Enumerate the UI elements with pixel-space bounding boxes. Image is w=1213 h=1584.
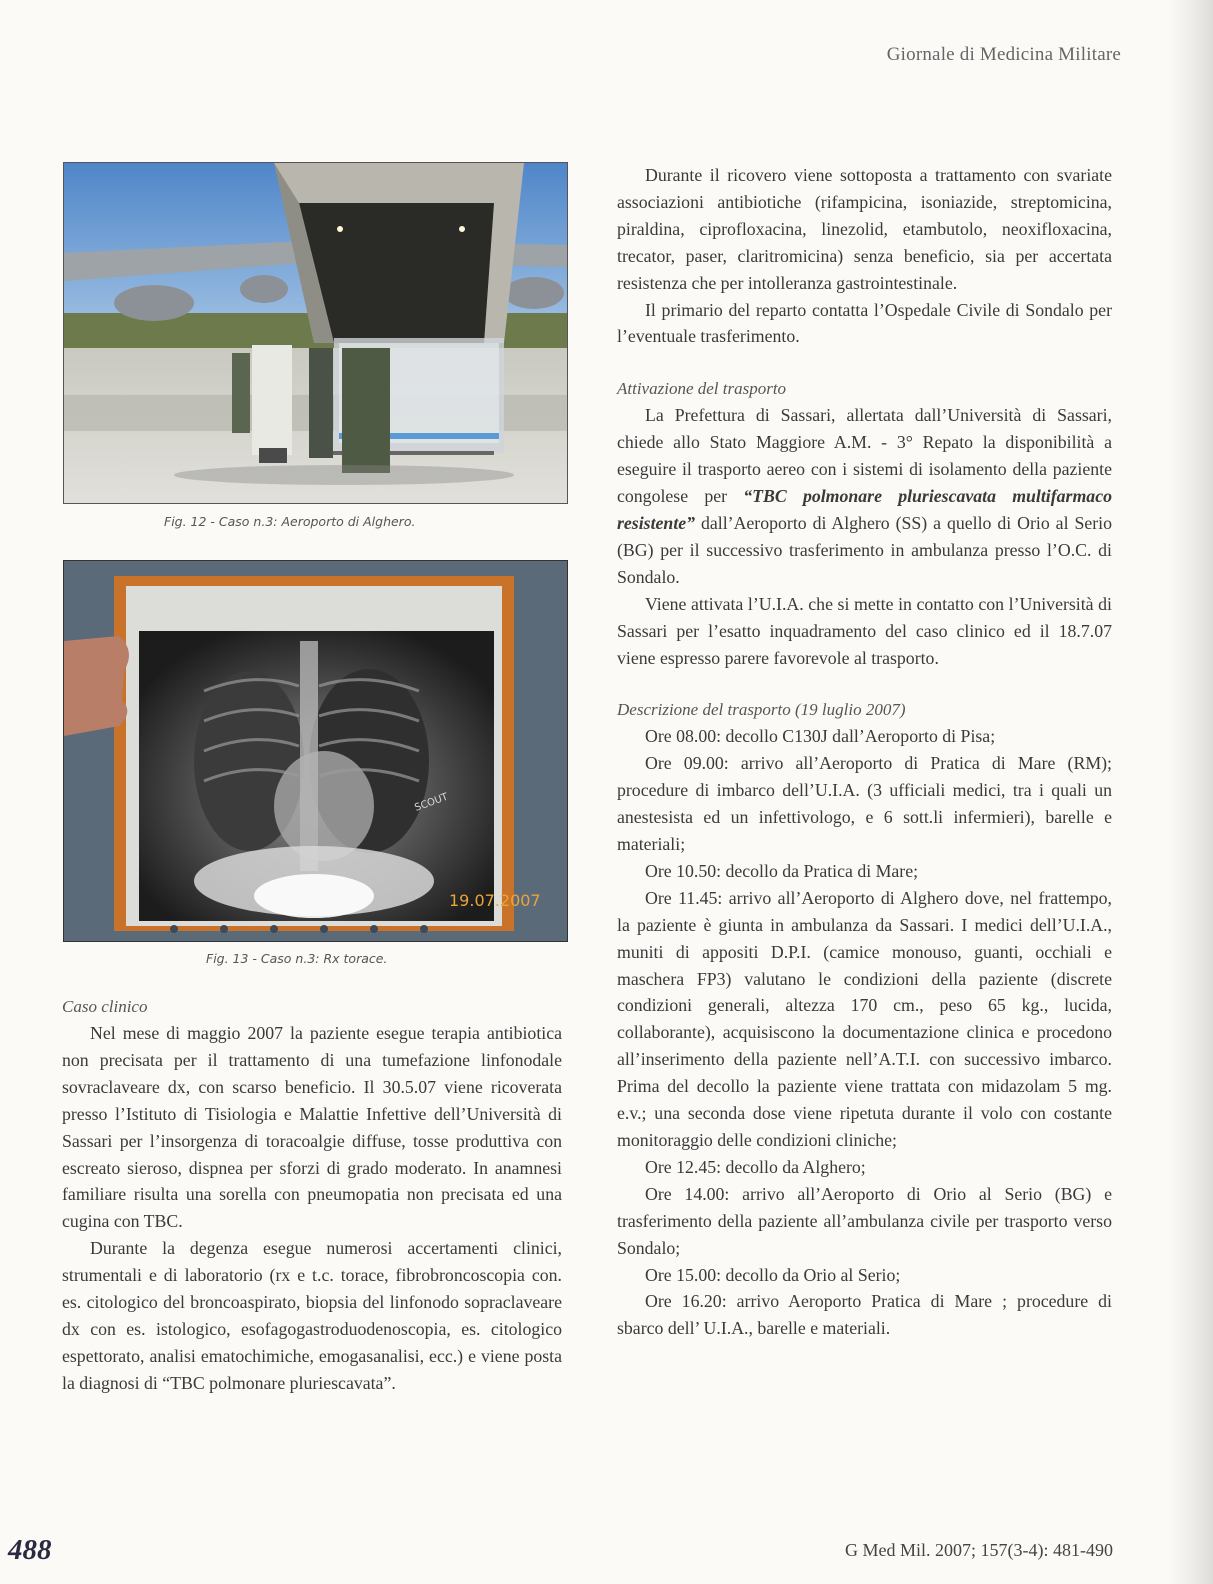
timeline-item: Ore 16.20: arrivo Aeroporto Pratica di Mare ; procedure di sbarco dell’ U.I.A., barelle e materiali. — [617, 1291, 1112, 1339]
paragraph: La Prefettura di Sassari, allertata dall’Università di Sassari, chiede allo Stato Maggiore A.M. - 3° Repato la disponibilità a eseguire il trasporto aereo con i sistemi di isolamento della paziente congolese per “TBC polmonare pluriescavata multifarmaco resistente” dall’Aeroporto di Alghero (SS) a quello di Orio al Serio (BG) per il successivo trasferimento in ambulanza presso l’O.C. di Sondalo. — [617, 405, 1112, 587]
paragraph: Viene attivata l’U.I.A. che si mette in contatto con l’Università di Sassari per l’esatto inquadramento del caso clinico ed il 18.7.07 viene espresso parere favorevole al trasporto. — [617, 593, 1112, 668]
paragraph: Il primario del reparto contatta l’Ospedale Civile di Sondalo per l’eventuale trasferimento. — [617, 299, 1112, 347]
paragraph: Durante la degenza esegue numerosi accertamenti clinici, strumentali e di laboratorio (rx e t.c. torace, fibrobroncoscopia con. es. citologico del broncoaspirato, biopsia del linfonodo sopraclaveare dx con es. istologico, esofagogastroduodenoscopia, es. citologico espettorato, analisi ematochimiche, emogasanalisi, ecc.) e viene posta la diagnosi di “TBC polmonare pluriescavata”. — [62, 1238, 562, 1393]
left-column — [62, 994, 562, 1397]
timeline-item: Ore 12.45: decollo da Alghero; — [645, 1156, 866, 1177]
figure-12-photo — [63, 162, 568, 504]
figure-13-photo — [63, 560, 568, 942]
timeline-item: Ore 09.00: arrivo all’Aeroporto di Pratica di Mare (RM); procedure di imbarco dell’U.I.A. (3 ufficiali medici, tra i quali un anestesista ed un infettivologo, e 6 sott.li infermieri), barelle e materiali; — [617, 753, 1112, 855]
section-title-attivazione: Attivazione del trasporto — [617, 379, 787, 399]
paragraph: Durante il ricovero viene sottoposta a trattamento con svariate associazioni antibiotiche (rifampicina, isoniazide, streptomicina, piraldina, ciprofloxacina, linezolid, etambutolo, neoxifloxacina, trecator, paser, claritromicina) senza beneficio, sia per accertata resistenza che per intolleranza gastrointestinale. — [617, 165, 1112, 293]
xray-photo — [64, 561, 567, 941]
film-marker: SCOUT — [413, 791, 450, 814]
aircraft-photo — [64, 163, 567, 503]
right-column — [617, 162, 1112, 1342]
journal-citation: G Med Mil. 2007; 157(3-4): 481-490 — [845, 1540, 1113, 1560]
diagnosis-emphasis: “TBC polmonare pluriescavata multifarmaco resistente” — [617, 486, 1112, 533]
figure-12-caption: Fig. 12 - Caso n.3: Aeroporto di Alghero. — [164, 514, 416, 529]
section-title-caso-clinico: Caso clinico — [62, 997, 148, 1016]
timeline-item: Ore 15.00: decollo da Orio al Serio; — [645, 1264, 901, 1285]
page-number: 488 — [8, 1534, 52, 1566]
date-stamp: 19.07.2007 — [449, 891, 541, 910]
section-title-descrizione: Descrizione del trasporto (19 luglio 2007) — [617, 700, 906, 720]
page-edge-shadow — [1167, 0, 1213, 1584]
timeline-item: Ore 08.00: decollo C130J dall’Aeroporto di Pisa; — [645, 726, 996, 747]
paragraph: Nel mese di maggio 2007 la paziente esegue terapia antibiotica non precisata per il trattamento di una tumefazione linfonodale sovraclaveare dx, con scarso beneficio. Il 30.5.07 viene ricoverata presso l’Istituto di Tisiologia e Malattie Infettive dell’Università di Sassari per l’insorgenza di toracoalgie diffuse, tosse produttiva con escreato sieroso, dispnea per sforzi di grado moderato. In anamnesi familiare risulta una sorella con pneumopatia non precisata ed una cugina con TBC. — [62, 1023, 562, 1232]
timeline-item: Ore 10.50: decollo da Pratica di Mare; — [645, 860, 919, 881]
running-head: Giornale di Medicina Militare — [886, 44, 1121, 65]
timeline-item: Ore 14.00: arrivo all’Aeroporto di Orio al Serio (BG) e trasferimento della paziente all’ambulanza civile per trasporto verso Sondalo; — [617, 1183, 1112, 1258]
timeline-item: Ore 11.45: arrivo all’Aeroporto di Alghero dove, nel frattempo, la paziente è giunta in ambulanza da Sassari. I medici dell’U.I.A., muniti di appositi D.P.I. (camice monouso, guanti, occhiali e maschera FP3) valutano le condizioni della paziente (discrete condizioni generali, altezza 170 cm., peso 65 kg., lucida, collaborante), acquisiscono la documentazione clinica e procedono all’inserimento della paziente nell’A.T.I. con successivo imbarco. Prima del decollo la paziente viene trattata con midazolam 5 mg. e.v.; una seconda dose viene ripetuta durante il volo con costante monitoraggio delle condizioni cliniche; — [617, 887, 1112, 1150]
figure-13-caption: Fig. 13 - Caso n.3: Rx torace. — [206, 951, 388, 966]
